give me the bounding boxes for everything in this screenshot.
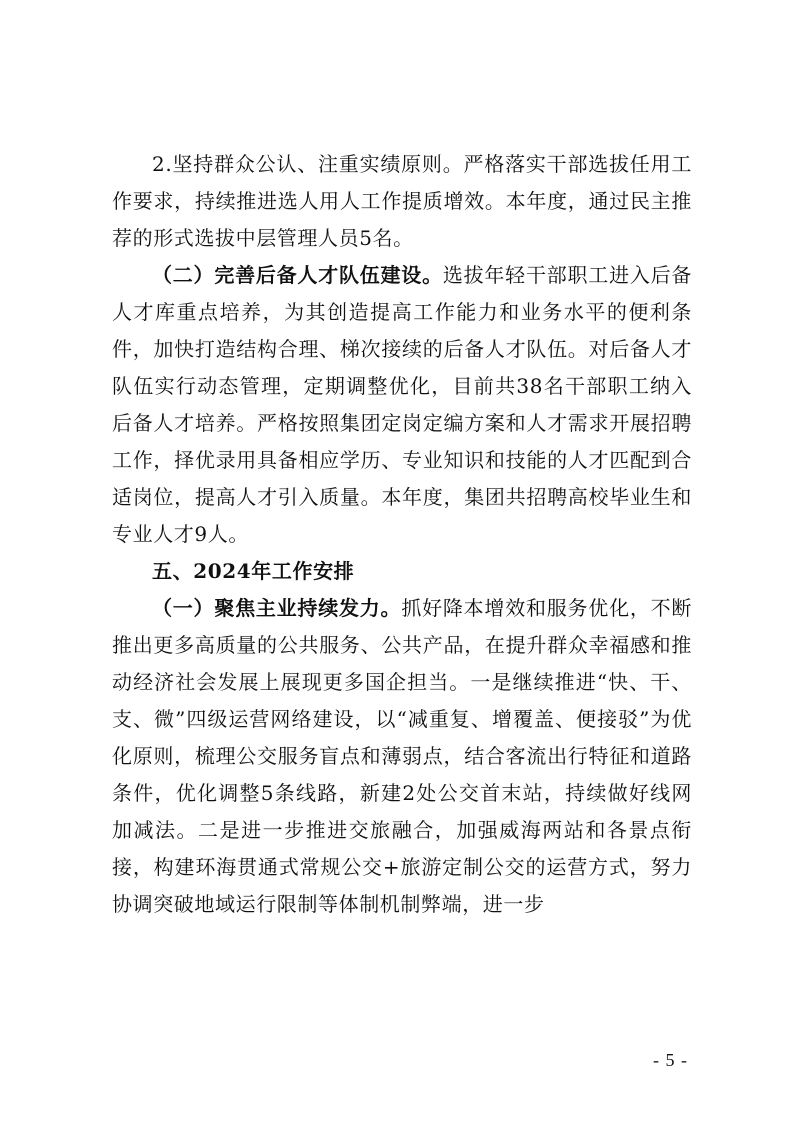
paragraph-reserve-talent <box>112 257 692 553</box>
paragraph-lead: （一）聚焦主业持续发力。 <box>152 596 402 620</box>
paragraph-text: 抓好降本增效和服务优化，不断推出更多高质量的公共服务、公共产品，在提升群众幸福感和推动经济社会发展上展现更多国企担当。一是继续推进“快、干、支、微”四级运营网络建设，以“减重复、增覆盖、便接驳”为优化原则，梳理公交服务盲点和薄弱点，结合客流出行特征和道路条件，优化调整5条线路，新建2处公交首末站，持续做好线网加减法。二是进一步推进交旅融合，加强威海两站和各景点衔接，构建环海贯通式常规公交+旅游定制公交的运营方式，努力协调突破地域运行限制等体制机制弊端，进一步 <box>112 596 692 916</box>
paragraph-focus-main-business <box>112 590 692 923</box>
section-heading: 五、2024年工作安排 <box>152 559 355 583</box>
page-number: - 5 - <box>653 1050 688 1070</box>
document-body <box>112 146 692 923</box>
paragraph-text: 2.坚持群众公认、注重实绩原则。严格落实干部选拔任用工作要求，持续推进选人用人工作提质增效。本年度，通过民主推荐的形式选拔中层管理人员5名。 <box>112 152 692 250</box>
paragraph-lead: （二）完善后备人才队伍建设。 <box>152 263 443 287</box>
paragraph-text: 选拔年轻干部职工进入后备人才库重点培养，为其创造提高工作能力和业务水平的便利条件，加快打造结构合理、梯次接续的后备人才队伍。对后备人才队伍实行动态管理，定期调整优化，目前共38名干部职工纳入后备人才培养。严格按照集团定岗定编方案和人才需求开展招聘工作，择优录用具备相应学历、专业知识和技能的人才匹配到合适岗位，提高人才引入质量。本年度，集团共招聘高校毕业生和专业人才9人。 <box>112 263 692 546</box>
paragraph-principle-2 <box>112 146 692 257</box>
